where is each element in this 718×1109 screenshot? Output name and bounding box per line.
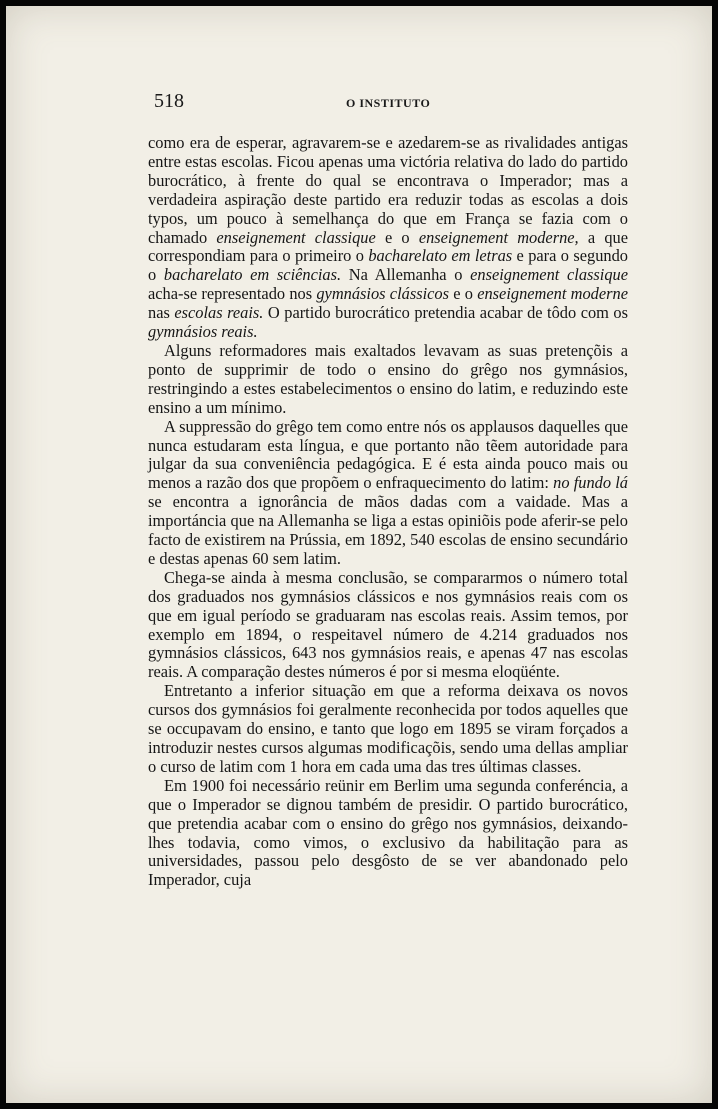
paragraph-3: A suppressão do grêgo tem como entre nós os applausos daquelles que nunca estudaram esta língua, e que portanto não tẽem autoridade para julgar da sua conveniência pedagógica. E é esta ainda pouco mais ou menos a razão dos que propõem o enfraquecimento do latim: no fundo lá se encontra a ignorância de mãos dadas com a vaidade. Mas a importáncia que na Allemanha se liga a estas opiniõis pode aferir-se pelo facto de existirem na Prússia, em 1892, 540 escolas de ensino secundário e destas apenas 60 sem latim. bbox=[148, 416, 629, 568]
paragraph-4: Chega-se ainda à mesma conclusão, se compararmos o número total dos graduados nos gymnásios clássicos e nos gymnásios reais com os que em igual período se graduaram nas escolas reais. Assim temos, por exemplo em 1894, o respeitavel número de 4.214 graduados nos gymnásios clássicos, 643 nos gymnásios reais, e apenas 47 nas escolas reais. A comparação destes números é por si mesma eloqüénte. bbox=[148, 567, 628, 682]
page-header bbox=[6, 90, 712, 120]
page-number: 518 bbox=[154, 90, 184, 112]
paragraph-6: Em 1900 foi necessário reünir em Berlim uma segunda conferéncia, a que o Imperador se dignou também de presidir. O partido burocrático, que pretendia acabar com o ensino do grêgo nos gymnásios, deixando-lhes todavia, como vimos, o exclusivo da habilitação para as universidades, passou pelo desgôsto de se ver abandonado pelo Imperador, cuja bbox=[148, 775, 628, 890]
body-text bbox=[148, 134, 628, 890]
book-page bbox=[6, 6, 712, 1103]
running-title: O INSTITUTO bbox=[346, 96, 431, 110]
paragraph-1: como era de esperar, agravarem-se e azedarem-se as rivalidades antigas entre estas escolas. Ficou apenas uma victória relativa do lado do partido burocrático, à frente do qual se encontrava o Imperador; mas a verdadeira aspiração deste partido era reduzir todas as escolas a dois typos, um pouco à semelhança do que em França se fazia com o chamado enseignement classique e o enseignement moderne, a que correspondiam para o primeiro o bacharelato em letras e para o segundo o bacharelato em sciências. Na Allemanha o enseignement classique acha-se representado nos gymnásios clássicos e o enseignement moderne nas escolas reais. O partido burocrático pretendia acabar de tôdo com os gymnásios reais. bbox=[148, 133, 628, 342]
paragraph-5: Entretanto a inferior situação em que a reforma deixava os novos cursos dos gymnásios foi geralmente reconhecida por todos aquelles que se occupavam do ensino, e tanto que logo em 1895 se viram forçados a introduzir nestes cursos algumas modificaçõis, sendo uma dellas ampliar o curso de latim com 1 hora em cada uma das tres últimas classes. bbox=[148, 681, 628, 776]
paragraph-2: Alguns reformadores mais exaltados levavam as suas pretençõis a ponto de supprimir de todo o ensino do grêgo nos gymnásios, restringindo a estes estabelecimentos o ensino do latim, e reduzindo este ensino a um mínimo. bbox=[148, 340, 628, 417]
